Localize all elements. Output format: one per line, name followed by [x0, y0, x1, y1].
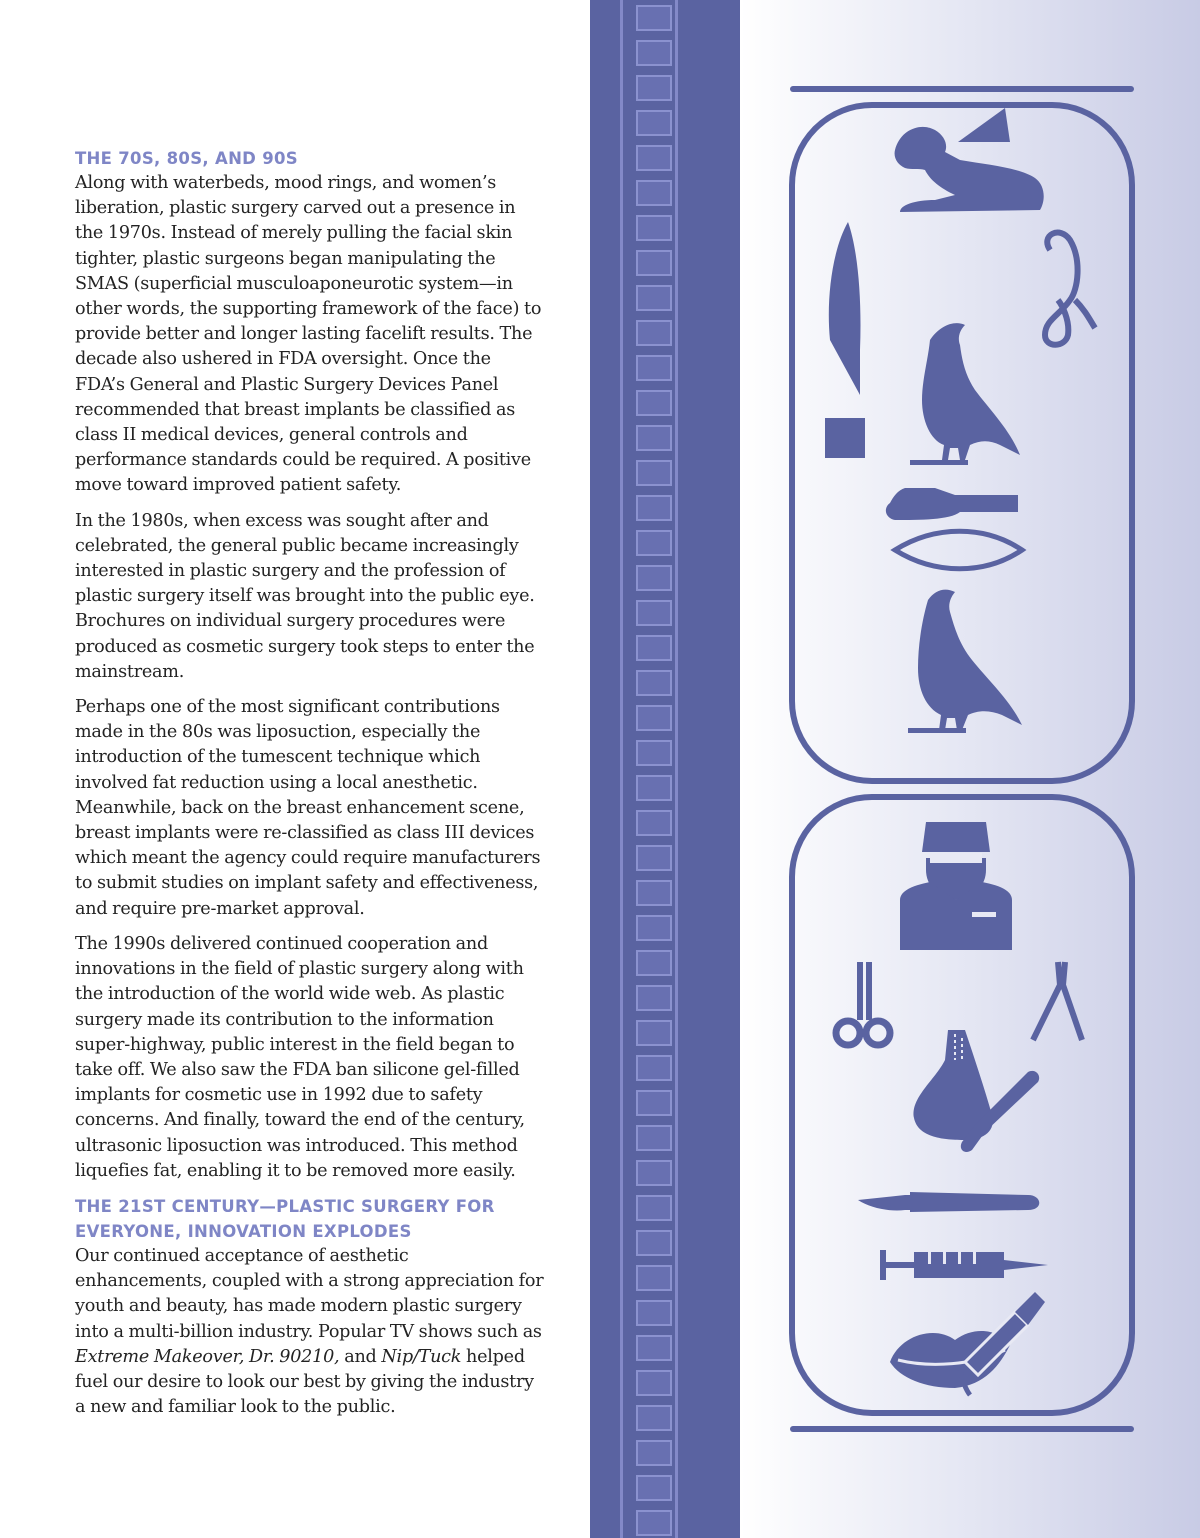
sprocket-hole	[637, 1231, 671, 1255]
heading-line-2: EVERYONE, INNOVATION EXPLODES	[75, 1221, 412, 1241]
sprocket-hole	[637, 566, 671, 590]
p-middle: and	[339, 1346, 382, 1367]
sprocket-hole	[637, 286, 671, 310]
section-heading-70s-80s-90s: THE 70S, 80S, AND 90S	[75, 149, 298, 168]
sprocket-hole	[637, 1091, 671, 1115]
sprocket-hole	[637, 636, 671, 660]
film-sprocket-holes	[637, 6, 671, 1535]
lips-syringe-icon	[890, 1292, 1045, 1395]
sprocket-hole	[637, 426, 671, 450]
bottom-rule	[790, 1426, 1134, 1432]
scissors-icon	[836, 962, 890, 1045]
sprocket-hole	[637, 986, 671, 1010]
knife-icon	[858, 1192, 1039, 1212]
sprocket-hole	[637, 1266, 671, 1290]
sprocket-hole	[637, 1476, 671, 1500]
sprocket-hole	[637, 776, 671, 800]
sprocket-hole	[637, 846, 671, 870]
paragraph-liposuction: Perhaps one of the most significant contributions made in the 80s was liposuction, especially the introduction of the tumescent technique which involved fat reduction using a local anesthetic. Meanwhile, back on the breast enhancement scene, breast implants were re-classified as class III devices which meant the agency could require manufacturers to submit studies on implant safety and effectiveness, and require pre-market approval.	[75, 697, 541, 919]
sprocket-hole	[637, 181, 671, 205]
sprocket-hole	[637, 706, 671, 730]
falcon-base	[910, 460, 968, 465]
hand-forearm-icon	[886, 488, 1018, 520]
p-before: Our continued acceptance of aesthetic enhancements, coupled with a strong appreciation for youth and beauty, has made modern plastic surgery into a multi-billion industry. Popular TV shows such as	[75, 1245, 544, 1342]
triangle-icon	[958, 108, 1010, 142]
sprocket-hole	[637, 531, 671, 555]
reed-leaf-icon	[829, 222, 861, 395]
sprocket-hole	[637, 1441, 671, 1465]
sprocket-hole	[637, 1371, 671, 1395]
sprocket-hole	[637, 671, 671, 695]
sprocket-hole	[637, 1056, 671, 1080]
sprocket-hole	[637, 916, 671, 940]
heading-line-1: THE 21ST CENTURY—PLASTIC SURGERY FOR	[75, 1196, 495, 1216]
syringe-icon	[880, 1250, 1048, 1280]
sprocket-hole	[637, 1196, 671, 1220]
sprocket-hole	[637, 1126, 671, 1150]
sprocket-hole	[637, 741, 671, 765]
vulture-base	[908, 728, 966, 733]
sprocket-hole	[637, 1021, 671, 1045]
sprocket-hole	[637, 811, 671, 835]
sprocket-hole	[637, 1301, 671, 1325]
sprocket-hole	[637, 216, 671, 240]
vulture-icon	[918, 590, 1022, 730]
mouth-eye-icon	[895, 531, 1022, 569]
sprocket-hole	[637, 356, 671, 380]
falcon-icon	[922, 323, 1020, 460]
show-extreme-makeover: Extreme Makeover, Dr. 90210,	[75, 1346, 340, 1367]
sprocket-hole	[637, 881, 671, 905]
film-stripe-left	[620, 0, 623, 1538]
sprocket-hole	[637, 146, 671, 170]
sprocket-hole	[637, 111, 671, 135]
paragraph-1990s: The 1990s delivered continued cooperation and innovations in the field of plastic surgery along with the introduction of the world wide web. As plastic surgery made its contribution to the information super-highway, public interest in the field began to take off. We also saw the FDA ban silicone gel-filled implants for cosmetic use in 1992 due to safety concerns. And finally, toward the end of the century, ultrasonic liposuction was introduced. This method liquefies fat, enabling it to be removed more easily.	[75, 933, 525, 1181]
paragraph-1970s: Along with waterbeds, mood rings, and women’s liberation, plastic surgery carved out a presence in the 1970s. Instead of merely pulling the facial skin tighter, plastic surgeons began manipulating the SMAS (superficial musculoaponeurotic system—in other words, the supporting framework of the face) to provide better and longer lasting facelift results. The decade also ushered in FDA oversight. Once the FDA’s General and Plastic Surgery Devices Panel recommended that breast implants be classified as class II medical devices, general controls and performance standards could be required. A positive move toward improved patient safety.	[75, 173, 542, 496]
stand-block-icon	[825, 418, 865, 458]
sprocket-hole	[637, 41, 671, 65]
sprocket-hole	[637, 496, 671, 520]
sprocket-hole	[637, 461, 671, 485]
sprocket-hole	[637, 951, 671, 975]
forceps-icon	[1033, 962, 1082, 1040]
p-after: helped fuel our desire to look our best by giving the industry a new and familiar look to the public.	[75, 1346, 534, 1418]
sprocket-hole	[637, 321, 671, 345]
sprocket-hole	[637, 76, 671, 100]
sprocket-hole	[637, 6, 671, 30]
sprocket-hole	[637, 1336, 671, 1360]
sprocket-hole	[637, 251, 671, 275]
top-rule	[790, 86, 1134, 92]
sprocket-hole	[637, 601, 671, 625]
film-stripe-right	[675, 0, 678, 1538]
surgeon-icon	[900, 822, 1012, 950]
sprocket-hole	[637, 391, 671, 415]
sprocket-hole	[637, 1406, 671, 1430]
sprocket-hole	[637, 1511, 671, 1535]
paragraph-1980s: In the 1980s, when excess was sought after and celebrated, the general public became increasingly interested in plastic surgery and the profession of plastic surgery itself was brought into the public eye. Brochures on individual surgery procedures were produced as cosmetic surgery took steps to enter the mainstream.	[75, 510, 535, 682]
rope-loop-icon	[1045, 233, 1095, 345]
show-nip-tuck: Nip/Tuck	[381, 1346, 462, 1367]
sprocket-hole	[637, 1161, 671, 1185]
